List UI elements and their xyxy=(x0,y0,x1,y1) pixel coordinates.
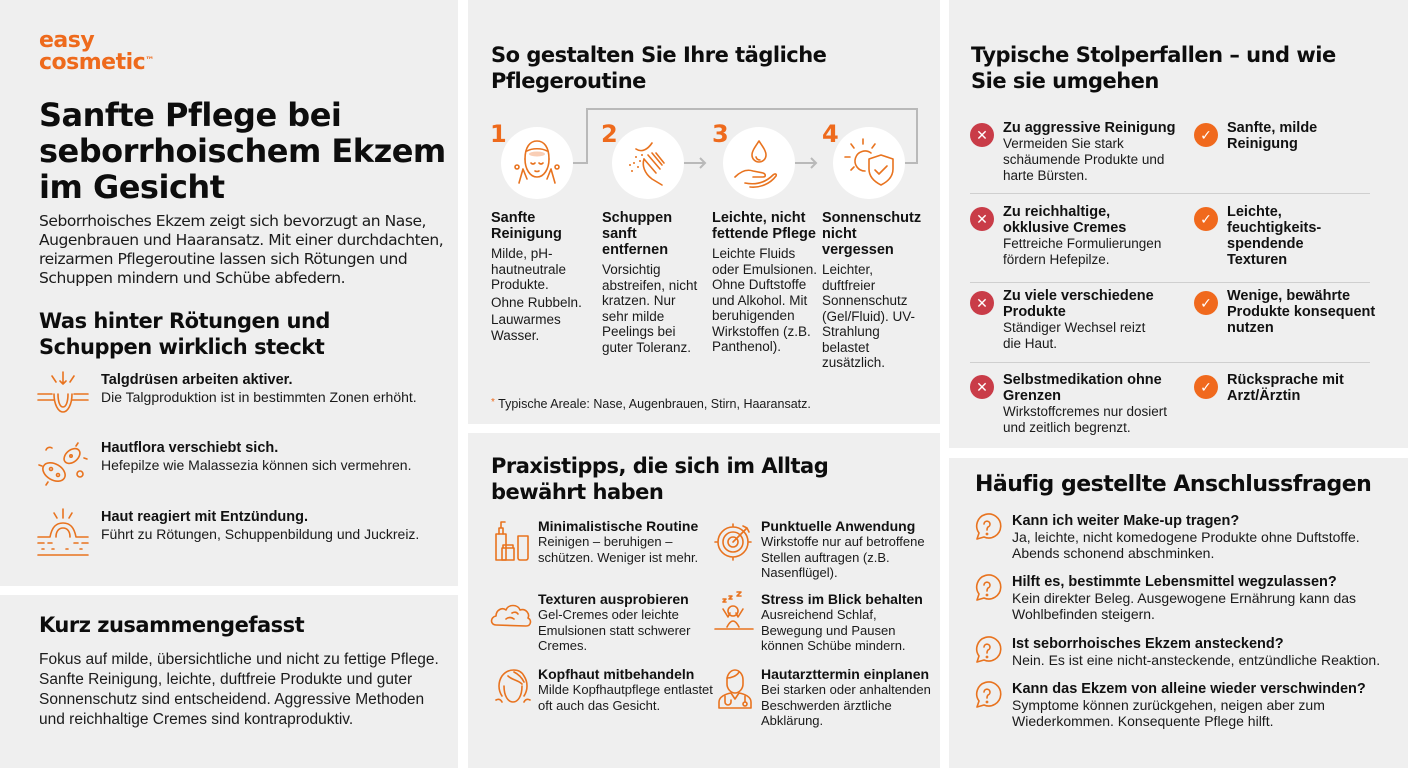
divider xyxy=(970,362,1370,363)
step-number: 3 xyxy=(712,120,729,148)
sun-shield-icon xyxy=(833,127,905,199)
tip-title: Punktuelle Anwendung xyxy=(761,518,916,534)
cause-title: Hautflora verschiebt sich. xyxy=(101,440,279,456)
intro-text: Seborrhoisches Ekzem zeigt sich bevorzugt an Nase, Augenbrauen und Haaransatz. Mit einer durchdachten, reizarmen Pflegeroutine lassen sich Rötungen und Schuppen mindern und Schübe abfedern. xyxy=(39,212,444,287)
step-desc: Vorsichtig abstreifen, nicht kratzen. Nur sehr milde Peelings bei guter Toleranz. xyxy=(602,262,698,355)
microbes-icon xyxy=(36,438,90,492)
check-circle-icon: ✓ xyxy=(1194,123,1218,147)
pitfall-row xyxy=(970,288,1376,362)
divider xyxy=(970,282,1370,283)
target-icon xyxy=(713,518,757,562)
check-circle-icon: ✓ xyxy=(1194,291,1218,315)
scalp-icon xyxy=(490,666,534,710)
pitfall-good: Sanfte, milde Reinigung xyxy=(1227,120,1318,152)
summary-text: Fokus auf milde, übersichtliche und nicht zu fettige Pflege. Sanfte Reinigung, leichte, duftfreie Produkte und guter Sonnenschutz sind entscheidend. Aggressive Methoden und reichhaltige Cremes sind kontraproduktiv. xyxy=(39,651,439,728)
bottles-icon xyxy=(490,518,534,562)
faq-question: Hilft es, bestimmte Lebensmittel wegzulassen? xyxy=(1012,574,1337,590)
pitfalls-title: Typische Stolperfallen – und wie Sie sie umgehen xyxy=(971,43,1336,93)
brand-line1: easy xyxy=(39,28,95,53)
tip-title: Kopfhaut mitbehandeln xyxy=(538,666,695,682)
faq-item[interactable] xyxy=(972,513,1392,563)
step-desc-line: Lauwarmes Wasser. xyxy=(491,312,561,343)
routine-footnote xyxy=(491,397,811,411)
tip-item xyxy=(713,518,935,582)
tip-desc: Gel-Cremes oder leichte Emulsionen statt schwerer Cremes. xyxy=(538,607,691,653)
cause-desc: Die Talgproduktion ist in bestimmten Zonen erhöht. xyxy=(101,389,417,405)
step-title: Sanfte Reinigung xyxy=(491,210,562,242)
pitfall-row xyxy=(970,372,1370,442)
causes-title: Was hinter Rötungen und Schuppen wirklich steckt xyxy=(39,309,330,359)
pitfall-bad-title: Selbstmedikation ohne Grenzen xyxy=(1003,372,1162,404)
question-bubble-icon xyxy=(972,513,1002,543)
question-bubble-icon xyxy=(972,574,1002,604)
tip-item xyxy=(713,666,935,728)
step-icon-circle xyxy=(723,127,795,199)
pitfall-good: Wenige, bewährte Produkte konsequent nutzen xyxy=(1227,288,1376,336)
summary-title: Kurz zusammengefasst xyxy=(39,613,305,637)
cause-title: Haut reagiert mit Entzündung. xyxy=(101,509,309,525)
tip-item xyxy=(713,591,935,653)
tip-item xyxy=(490,666,712,716)
tip-title: Minimalistische Routine xyxy=(538,518,699,534)
pitfall-bad xyxy=(1003,204,1183,268)
tip-item xyxy=(490,518,712,568)
step-icon-circle xyxy=(501,127,573,199)
step-icon-circle xyxy=(612,127,684,199)
pitfall-row xyxy=(970,204,1370,278)
pitfall-bad-desc: Ständiger Wechsel reizt die Haut. xyxy=(1003,320,1146,351)
faq-item[interactable] xyxy=(972,681,1392,731)
cream-icon xyxy=(490,591,534,635)
x-circle-icon: ✕ xyxy=(970,375,994,399)
tip-title: Stress im Blick behalten xyxy=(761,591,923,607)
footnote-text: Typische Areale: Nase, Augenbrauen, Stirn, Haaransatz. xyxy=(498,397,811,411)
tip-desc: Wirkstoffe nur auf betroffene Stellen auftragen (z.B. Nasenflügel). xyxy=(761,534,925,580)
faq-item[interactable] xyxy=(972,574,1392,624)
x-circle-icon: ✕ xyxy=(970,123,994,147)
faq-answer: Ja, leichte, nicht komedogene Produkte ohne Duftstoffe. Abends schonend abschminken. xyxy=(1012,529,1360,561)
step-title: Leichte, nicht fettende Pflege xyxy=(712,210,816,242)
pitfall-bad-desc: Fettreiche Formulierungen fördern Hefepilze. xyxy=(1003,236,1162,267)
faq-question: Kann ich weiter Make-up tragen? xyxy=(1012,513,1240,529)
step-icon-circle xyxy=(833,127,905,199)
tip-desc: Reinigen – beruhigen – schützen. Weniger ist mehr. xyxy=(538,534,699,565)
routine-step xyxy=(602,210,702,355)
faq-answer: Symptome können zurückgehen, neigen aber zum Wiederkommen. Konsequente Pflege hilft. xyxy=(1012,697,1325,729)
x-circle-icon: ✕ xyxy=(970,207,994,231)
pitfall-good: Leichte, feuchtigkeits-spendende Texturen xyxy=(1227,204,1322,268)
step-desc-line: Milde, pH-hautneutrale Produkte. xyxy=(491,246,567,292)
sebaceous-gland-icon xyxy=(36,370,90,424)
check-circle-icon: ✓ xyxy=(1194,207,1218,231)
cause-desc: Hefepilze wie Malassezia können sich vermehren. xyxy=(101,457,412,473)
pitfall-bad xyxy=(1003,120,1183,184)
pitfall-bad-title: Zu reichhaltige, okklusive Cremes xyxy=(1003,204,1127,236)
brand-logo xyxy=(39,30,154,74)
trademark: ™ xyxy=(145,56,154,66)
page-title: Sanfte Pflege bei seborrhoischem Ekzem im Gesicht xyxy=(39,96,446,206)
cause-desc: Führt zu Rötungen, Schuppenbildung und Juckreiz. xyxy=(101,526,420,542)
pitfall-bad xyxy=(1003,372,1183,436)
question-bubble-icon xyxy=(972,681,1002,711)
routine-step xyxy=(491,210,601,345)
intro-panel xyxy=(0,0,458,586)
tip-title: Texturen ausprobieren xyxy=(538,591,689,607)
pitfall-bad-desc: Wirkstoffcremes nur dosiert und zeitlich begrenzt. xyxy=(1003,404,1168,435)
tip-desc: Bei starken oder anhaltenden Beschwerden ärztliche Abklärung. xyxy=(761,682,931,728)
tip-desc: Milde Kopfhautpflege entlastet oft auch das Gesicht. xyxy=(538,682,713,713)
cause-item xyxy=(36,370,446,420)
routine-step xyxy=(712,210,820,355)
step-title: Schuppen sanft entfernen xyxy=(602,210,673,258)
routine-title: So gestalten Sie Ihre tägliche Pflegeroutine xyxy=(491,43,827,93)
routine-step xyxy=(822,210,927,371)
cause-title: Talgdrüsen arbeiten aktiver. xyxy=(101,372,293,388)
tip-title: Hautarzttermin einplanen xyxy=(761,666,930,682)
divider xyxy=(970,193,1370,194)
faq-answer: Nein. Es ist eine nicht-ansteckende, entzündliche Reaktion. xyxy=(1012,652,1381,668)
cause-item xyxy=(36,438,446,488)
tip-item xyxy=(490,591,712,653)
question-bubble-icon xyxy=(972,636,1002,666)
tip-desc: Ausreichend Schlaf, Bewegung und Pausen können Schübe mindern. xyxy=(761,607,906,653)
pitfall-row xyxy=(970,120,1370,194)
step-number: 4 xyxy=(822,120,839,148)
pitfall-bad-title: Zu viele verschiedene Produkte xyxy=(1003,288,1154,320)
pitfall-bad-title: Zu aggressive Reinigung xyxy=(1003,120,1176,136)
face-washing-icon xyxy=(501,127,573,199)
step-desc: Leichter, duftfreier Sonnenschutz (Gel/Fluid). UV-Strahlung belastet zusätzlich. xyxy=(822,262,916,370)
footnote-mark: * xyxy=(491,397,495,408)
faq-question: Ist seborrhoisches Ekzem ansteckend? xyxy=(1012,636,1284,652)
step-desc xyxy=(491,246,601,343)
hand-flakes-icon xyxy=(612,127,684,199)
step-number: 2 xyxy=(601,120,618,148)
step-number: 1 xyxy=(490,120,507,148)
hand-droplet-icon xyxy=(723,127,795,199)
faq-question: Kann das Ekzem von alleine wieder verschwinden? xyxy=(1012,681,1366,697)
check-circle-icon: ✓ xyxy=(1194,375,1218,399)
faq-title: Häufig gestellte Anschlussfragen xyxy=(975,472,1372,497)
step-desc-line: Ohne Rubbeln. xyxy=(491,294,582,310)
faq-item[interactable] xyxy=(972,636,1392,670)
pitfall-bad xyxy=(1003,288,1183,352)
pitfall-good: Rücksprache mit Arzt/Ärztin xyxy=(1227,372,1344,404)
brand-line2: cosmetic xyxy=(39,50,146,75)
step-title: Sonnenschutz nicht vergessen xyxy=(822,210,922,258)
doctor-icon xyxy=(713,666,757,710)
inflamed-skin-icon xyxy=(36,507,90,561)
tips-title: Praxistipps, die sich im Alltag bewährt haben xyxy=(491,454,829,504)
step-desc: Leichte Fluids oder Emulsionen. Ohne Duftstoffe und Alkohol. Mit beruhigenden Wirkstoffen (z.B. Panthenol). xyxy=(712,246,818,354)
x-circle-icon: ✕ xyxy=(970,291,994,315)
faq-answer: Kein direkter Beleg. Ausgewogene Ernährung kann das Wohlbefinden steigern. xyxy=(1012,590,1357,622)
cause-item xyxy=(36,507,446,557)
pitfall-bad-desc: Vermeiden Sie stark schäumende Produkte und harte Bürsten. xyxy=(1003,136,1165,183)
relax-sleep-icon xyxy=(713,591,757,635)
